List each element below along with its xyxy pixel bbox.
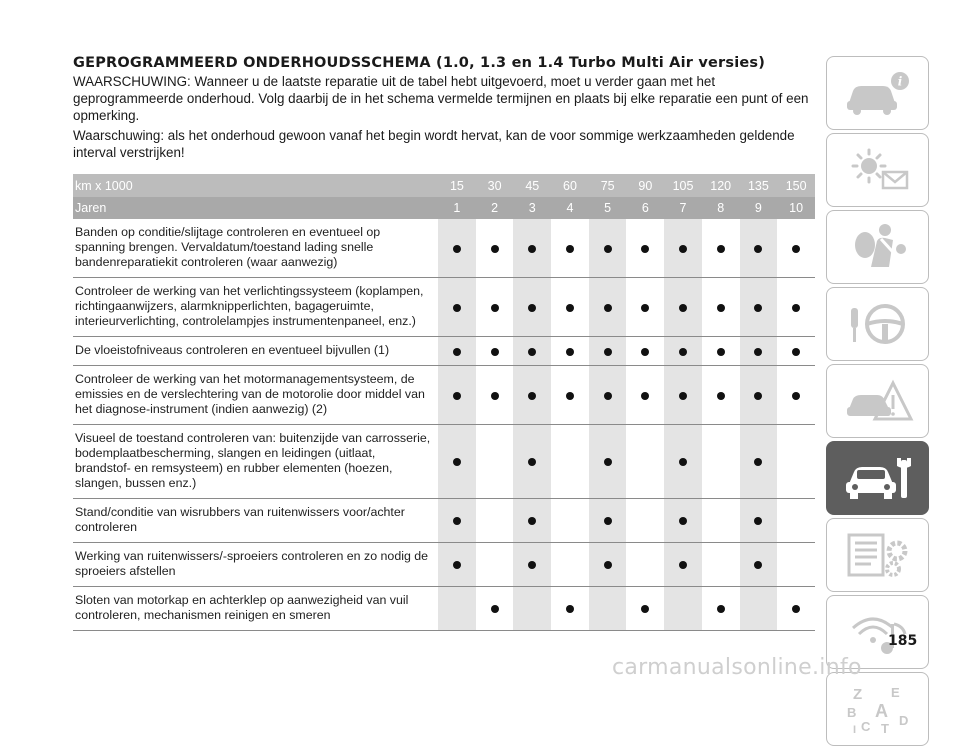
scheduled-dot (453, 458, 461, 466)
interval-cell (740, 587, 778, 631)
document-body (73, 55, 815, 161)
scheduled-dot (604, 245, 612, 253)
header-year-cell: 7 (664, 197, 702, 219)
interval-cell (664, 278, 702, 337)
table-row (73, 587, 815, 631)
header-year-cell: 5 (589, 197, 627, 219)
interval-cell (664, 219, 702, 278)
scheduled-dot (566, 304, 574, 312)
index-icon (843, 683, 913, 735)
tab-emergency[interactable] (826, 364, 929, 438)
scheduled-dot (528, 517, 536, 525)
interval-cell (702, 543, 740, 587)
task-description: De vloeistofniveaus controleren en eventueel bijvullen (1) (73, 337, 438, 366)
interval-cell (589, 366, 627, 425)
page-title: GEPROGRAMMEERD ONDERHOUDSSCHEMA (1.0, 1.3 en 1.4 Turbo Multi Air versies) (73, 55, 766, 71)
scheduled-dot (792, 245, 800, 253)
interval-cell (626, 337, 664, 366)
interval-cell (702, 425, 740, 499)
tab-starting-driving[interactable] (826, 287, 929, 361)
scheduled-dot (679, 561, 687, 569)
svg-text:D: D (898, 713, 908, 728)
scheduled-dot (528, 304, 536, 312)
svg-text:A: A (874, 701, 888, 721)
scheduled-dot (604, 458, 612, 466)
header-row-years (73, 197, 815, 219)
scheduled-dot (754, 517, 762, 525)
interval-cell (513, 499, 551, 543)
scheduled-dot (453, 348, 461, 356)
scheduled-dot (717, 348, 725, 356)
interval-cell (777, 366, 815, 425)
header-year-cell: 4 (551, 197, 589, 219)
interval-cell (551, 219, 589, 278)
interval-cell (777, 543, 815, 587)
scheduled-dot (604, 561, 612, 569)
scheduled-dot (754, 392, 762, 400)
interval-cell (551, 278, 589, 337)
interval-cell (513, 219, 551, 278)
interval-cell (551, 499, 589, 543)
table-row (73, 337, 815, 366)
interval-cell (626, 366, 664, 425)
header-year-cell: 3 (513, 197, 551, 219)
header-year-cell: 9 (740, 197, 778, 219)
scheduled-dot (679, 458, 687, 466)
interval-cell (476, 425, 514, 499)
scheduled-dot (754, 304, 762, 312)
schedule-body (73, 219, 815, 631)
scheduled-dot (453, 392, 461, 400)
interval-cell (589, 587, 627, 631)
watermark: carmanualsonline.info (612, 655, 862, 680)
interval-cell (626, 499, 664, 543)
interval-cell (476, 278, 514, 337)
header-km-cell: 120 (702, 174, 740, 197)
svg-text:I: I (852, 724, 856, 736)
header-year-cell: 1 (438, 197, 476, 219)
interval-cell (476, 587, 514, 631)
interval-cell (702, 366, 740, 425)
scheduled-dot (491, 348, 499, 356)
interval-cell (740, 337, 778, 366)
scheduled-dot (528, 458, 536, 466)
interval-cell (740, 366, 778, 425)
interval-cell (777, 587, 815, 631)
interval-cell (589, 278, 627, 337)
interval-cell (476, 337, 514, 366)
scheduled-dot (754, 561, 762, 569)
interval-cell (513, 543, 551, 587)
scheduled-dot (754, 348, 762, 356)
interval-cell (438, 543, 476, 587)
interval-cell (626, 219, 664, 278)
interval-cell (702, 337, 740, 366)
scheduled-dot (641, 304, 649, 312)
tab-safety[interactable] (826, 210, 929, 284)
scheduled-dot (641, 348, 649, 356)
scheduled-dot (528, 561, 536, 569)
scheduled-dot (679, 348, 687, 356)
header-km-cell: 30 (476, 174, 514, 197)
svg-text:Z: Z (852, 686, 862, 703)
tab-maintenance[interactable] (826, 441, 929, 515)
scheduled-dot (604, 348, 612, 356)
interval-cell (664, 366, 702, 425)
interval-cell (589, 337, 627, 366)
scheduled-dot (528, 245, 536, 253)
interval-cell (438, 278, 476, 337)
scheduled-dot (679, 245, 687, 253)
scheduled-dot (491, 392, 499, 400)
interval-cell (740, 425, 778, 499)
interval-cell (777, 219, 815, 278)
scheduled-dot (604, 517, 612, 525)
scheduled-dot (641, 245, 649, 253)
svg-text:B: B (846, 705, 856, 720)
interval-cell (438, 587, 476, 631)
header-km-label: km x 1000 (73, 174, 438, 197)
interval-cell (664, 587, 702, 631)
interval-cell (664, 543, 702, 587)
interval-cell (702, 587, 740, 631)
steering-key-icon (843, 298, 913, 350)
scheduled-dot (641, 605, 649, 613)
task-description: Controleer de werking van het verlichtingssysteem (koplampen, richtingaanwijzers, alarmknipperlichten, bagageruimte, interieurverlichting, controlelampjes instrumentenpaneel, enz.) (73, 278, 438, 337)
header-years-label: Jaren (73, 197, 438, 219)
scheduled-dot (717, 605, 725, 613)
svg-text:E: E (890, 685, 900, 700)
interval-cell (513, 425, 551, 499)
scheduled-dot (528, 392, 536, 400)
scheduled-dot (679, 392, 687, 400)
warning-lights-icon (843, 144, 913, 196)
task-description: Sloten van motorkap en achterklep op aanwezigheid van vuil controleren, mechanismen reinigen en smeren (73, 587, 438, 631)
svg-text:i: i (897, 74, 902, 89)
scheduled-dot (528, 348, 536, 356)
scheduled-dot (491, 605, 499, 613)
scheduled-dot (717, 304, 725, 312)
header-year-cell: 6 (626, 197, 664, 219)
interval-cell (438, 219, 476, 278)
header-km-cell: 135 (740, 174, 778, 197)
interval-cell (740, 543, 778, 587)
scheduled-dot (641, 392, 649, 400)
scheduled-dot (604, 304, 612, 312)
tab-warning-lights[interactable] (826, 133, 929, 207)
interval-cell (740, 219, 778, 278)
interval-cell (626, 543, 664, 587)
interval-cell (476, 219, 514, 278)
warning-paragraph: WAARSCHUWING: Wanneer u de laatste reparatie uit de tabel hebt uitgevoerd, moet u verder gaan met het geprogrammeerde onderhoud. Volg daarbij de in het schema vermelde termijnen en plaats bij elke reparatie een punt of een opmerking. (73, 74, 809, 123)
scheduled-dot (491, 304, 499, 312)
interval-cell (476, 499, 514, 543)
interval-cell (702, 278, 740, 337)
scheduled-dot (792, 304, 800, 312)
table-row (73, 366, 815, 425)
header-year-cell: 2 (476, 197, 514, 219)
header-km-cell: 75 (589, 174, 627, 197)
interval-cell (664, 425, 702, 499)
interval-cell (476, 366, 514, 425)
interval-cell (740, 499, 778, 543)
header-km-cell: 45 (513, 174, 551, 197)
scheduled-dot (604, 392, 612, 400)
scheduled-dot (717, 392, 725, 400)
scheduled-dot (566, 605, 574, 613)
interval-cell (551, 425, 589, 499)
interval-cell (702, 219, 740, 278)
table-row (73, 499, 815, 543)
scheduled-dot (566, 392, 574, 400)
page-number: 185 (888, 633, 918, 649)
header-km-cell: 60 (551, 174, 589, 197)
scheduled-dot (792, 392, 800, 400)
header-km-cell: 150 (777, 174, 815, 197)
interval-cell (626, 425, 664, 499)
interval-cell (626, 587, 664, 631)
interval-cell (589, 543, 627, 587)
interval-cell (777, 337, 815, 366)
note-paragraph: Waarschuwing: als het onderhoud gewoon vanaf het begin wordt hervat, kan de voor sommige werkzaamheden geldende interval verstrijken! (73, 128, 795, 160)
interval-cell (551, 366, 589, 425)
interval-cell (438, 337, 476, 366)
scheduled-dot (792, 605, 800, 613)
multimedia-icon (843, 606, 913, 658)
interval-cell (626, 278, 664, 337)
tab-car-info[interactable] (826, 56, 929, 130)
scheduled-dot (566, 348, 574, 356)
task-description: Werking van ruitenwissers/-sproeiers controleren en zo nodig de sproeiers afstellen (73, 543, 438, 587)
safety-airbag-icon (843, 221, 913, 273)
interval-cell (702, 499, 740, 543)
interval-cell (551, 543, 589, 587)
tab-index[interactable] (826, 672, 929, 746)
scheduled-dot (491, 245, 499, 253)
table-row (73, 219, 815, 278)
scheduled-dot (754, 458, 762, 466)
task-description: Stand/conditie van wisrubbers van ruitenwissers voor/achter controleren (73, 499, 438, 543)
task-description: Banden op conditie/slijtage controleren en eventueel op spanning brengen. Vervaldatum/toestand lading snelle bandenreparatiekit controleren (waar aanwezig) (73, 219, 438, 278)
task-description: Controleer de werking van het motormanagementsysteem, de emissies en de verslechtering van de motorolie door middel van het diagnose-instrument (indien aanwezig) (2) (73, 366, 438, 425)
scheduled-dot (679, 517, 687, 525)
interval-cell (551, 587, 589, 631)
interval-cell (589, 499, 627, 543)
interval-cell (551, 337, 589, 366)
svg-text:C: C (860, 719, 870, 734)
scheduled-dot (792, 348, 800, 356)
interval-cell (740, 278, 778, 337)
interval-cell (777, 499, 815, 543)
scheduled-dot (453, 517, 461, 525)
interval-cell (476, 543, 514, 587)
scheduled-dot (679, 304, 687, 312)
scheduled-dot (754, 245, 762, 253)
interval-cell (589, 425, 627, 499)
scheduled-dot (453, 304, 461, 312)
emergency-icon (843, 375, 913, 427)
interval-cell (589, 219, 627, 278)
scheduled-dot (453, 245, 461, 253)
interval-cell (513, 278, 551, 337)
interval-cell (664, 337, 702, 366)
interval-cell (513, 366, 551, 425)
header-row-km (73, 174, 815, 197)
table-row (73, 425, 815, 499)
interval-cell (438, 366, 476, 425)
scheduled-dot (717, 245, 725, 253)
interval-cell (438, 499, 476, 543)
table-row (73, 278, 815, 337)
car-maintenance-icon (843, 452, 913, 504)
interval-cell (513, 337, 551, 366)
interval-cell (664, 499, 702, 543)
task-description: Visueel de toestand controleren van: buitenzijde van carrosserie, bodemplaatbescherming, slangen en leidingen (uitlaat, brandstof- en remsysteem) en rubber elementen (hoezen, slangen, bussen enz.) (73, 425, 438, 499)
scheduled-dot (453, 561, 461, 569)
car-info-icon (843, 67, 913, 119)
header-km-cell: 90 (626, 174, 664, 197)
interval-cell (438, 425, 476, 499)
scheduled-dot (566, 245, 574, 253)
header-year-cell: 10 (777, 197, 815, 219)
interval-cell (777, 278, 815, 337)
header-year-cell: 8 (702, 197, 740, 219)
technical-data-icon (843, 529, 913, 581)
interval-cell (513, 587, 551, 631)
table-row (73, 543, 815, 587)
interval-cell (777, 425, 815, 499)
maintenance-schedule-table (73, 174, 815, 631)
header-km-cell: 15 (438, 174, 476, 197)
tab-technical-data[interactable] (826, 518, 929, 592)
header-km-cell: 105 (664, 174, 702, 197)
svg-text:T: T (880, 721, 889, 736)
